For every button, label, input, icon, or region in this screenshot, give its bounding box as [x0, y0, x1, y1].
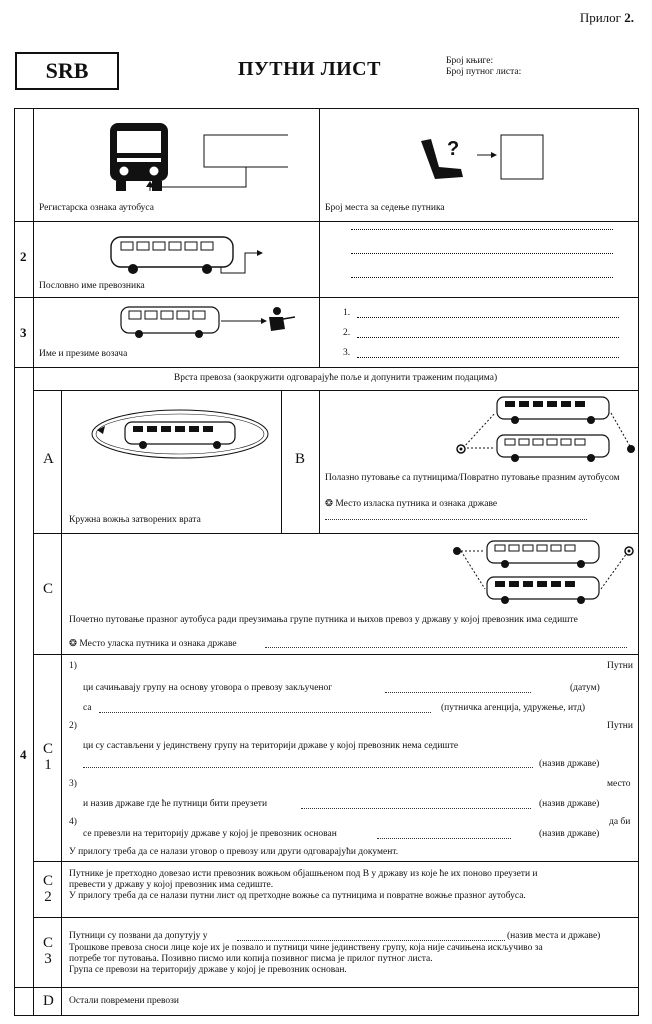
option-b-caption: Полазно путовање са путницима/Повратно путовање празним аутобусом [325, 473, 620, 483]
option-c2-letter-sub: 2 [44, 889, 52, 905]
carrier-line-1[interactable] [351, 229, 613, 230]
c3-text [69, 943, 635, 976]
return-trip-icon [443, 393, 637, 471]
c1-item3-number: 3) [69, 779, 77, 789]
driver-3-number: 3. [343, 348, 351, 358]
option-d-caption: Остали повремени превози [69, 996, 179, 1006]
driver-1-number: 1. [343, 308, 351, 318]
c2-line-3: У прилогу треба да се налази путни лист од претходне вожње са путницима и повратне вожње празног аутобуса. [69, 891, 526, 901]
c3-line-1: Путници су позвани да допутују у [69, 931, 208, 941]
c1-item1-end: Путни [607, 661, 633, 671]
option-c3-letter-sub: 3 [44, 951, 52, 967]
c1-item1-with: са [83, 703, 92, 713]
book-number-label: Број књиге: [446, 56, 494, 66]
row4-number: 4 [20, 747, 27, 762]
c1-item1-party-label: (путничка агенција, удружење, итд) [441, 703, 586, 713]
c1-item2-number: 2) [69, 721, 77, 731]
option-a-caption: Кружна вожња затворених врата [69, 515, 201, 525]
option-d-letter[interactable]: D [43, 993, 54, 1009]
c3-line-2: Трошкове превоза сноси лице које их је позвало и путници чине јединствену групу, која није сачињена искључиво за [69, 943, 543, 953]
option-c2-letter[interactable] [43, 873, 53, 905]
c2-text [69, 869, 635, 902]
c1-item3-state-label: (назив државе) [539, 799, 600, 809]
option-c-letter[interactable]: C [43, 581, 54, 597]
bus-front-icon [108, 121, 288, 195]
empty-outbound-icon [439, 539, 635, 607]
c3-line-3: потребе тог путовања. Позивно писмо или копија позивног писма је прилог путног листа. [69, 954, 433, 964]
option-c3-letter[interactable] [43, 935, 53, 967]
option-b-letter[interactable]: B [295, 451, 306, 467]
form-table [14, 108, 639, 1016]
c1-item3-line: и назив државе где ће путници бити преузети [83, 799, 268, 809]
c1-item1-date-label: (датум) [570, 683, 600, 693]
c1-item4-end: да би [609, 817, 631, 827]
c1-item4-number: 4) [69, 817, 77, 827]
country-code-box: SRB [15, 52, 119, 90]
annex-number: 2. [624, 10, 634, 25]
c1-item2-end: Путни [607, 721, 633, 731]
c1-item1-number: 1) [69, 661, 77, 671]
carrier-line-2[interactable] [351, 253, 613, 254]
c2-line-1: Путнике је претходно довезао исти превозник вожњом објашњеном под B у државу из које ће их поново преузети и [69, 869, 538, 879]
driver-3-field[interactable] [357, 357, 619, 358]
c2-line-2: превести у државу у којој превозник има седиште. [69, 880, 274, 890]
bus-reg-label: Регистарска ознака аутобуса [39, 203, 154, 213]
bus-driver-icon [119, 303, 299, 341]
c3-line-4: Група се превози на територију државе у којој је превозник основан. [69, 965, 347, 975]
c1-item2-state-label: (назив државе) [539, 759, 600, 769]
c1-item1-party-field[interactable] [99, 712, 431, 713]
option-c1-letter[interactable] [43, 741, 53, 773]
option-c1-letter-c: C [43, 741, 54, 757]
seat-question-mark: ? [447, 138, 460, 160]
c1-item3-end: место [607, 779, 631, 789]
c3-place-field[interactable] [237, 940, 505, 941]
c1-note: У прилогу треба да се налази уговор о превозу или други одговарајући документ. [69, 847, 399, 857]
c1-item2-state-field[interactable] [83, 767, 533, 768]
closed-door-tour-icon [85, 404, 275, 470]
driver-1-field[interactable] [357, 317, 619, 318]
seats-label: Број места за седење путника [325, 203, 445, 213]
option-a-letter[interactable]: A [43, 451, 54, 467]
document-title: ПУТНИ ЛИСТ [238, 58, 381, 80]
c1-item4-state-label: (назив државе) [539, 829, 600, 839]
driver-2-field[interactable] [357, 337, 619, 338]
seat-icon [417, 133, 547, 193]
option-c-caption: Почетно путовање празног аутобуса ради преузимања групе путника и њихов превоз у државу у којој превозник има седиште [69, 615, 578, 625]
annex-prefix: Прилог [579, 10, 621, 25]
c1-item3-state-field[interactable] [301, 808, 531, 809]
option-b-exit-field[interactable] [325, 519, 587, 520]
c1-item4-state-field[interactable] [377, 838, 511, 839]
option-b-exit-label: ❂ Место изласка путника и ознака државе [325, 499, 498, 509]
option-c3-letter-c: C [43, 935, 54, 951]
option-c-entry-field[interactable] [265, 647, 627, 648]
row2-number: 2 [20, 249, 27, 264]
c1-item1-date-field[interactable] [385, 692, 531, 693]
driver-2-number: 2. [343, 328, 351, 338]
option-c-entry-label: ❂ Место уласка путника и ознака државе [69, 639, 237, 649]
c3-place-label: (назив места и државе) [507, 931, 601, 941]
sheet-number-label: Број путног листа: [446, 67, 522, 77]
bus-side-icon [109, 231, 269, 277]
option-c-entry-text: Место уласка путника и ознака државе [79, 639, 237, 649]
carrier-name-label: Пословно име превозника [39, 281, 145, 291]
c1-item4-line: се превезли на територију државе у којој је превозник основан [83, 829, 337, 839]
transport-type-heading: Врста превоза (заокружити одговарајуће поље и допунити траженим подацима) [173, 373, 498, 383]
book-info [446, 56, 521, 78]
row3-number: 3 [20, 325, 27, 340]
driver-name-label: Име и презиме возача [39, 349, 128, 359]
option-c2-letter-c: C [43, 873, 54, 889]
option-c1-letter-sub: 1 [44, 757, 52, 773]
annex-label [580, 10, 634, 26]
c1-item2-line: ци су састављени у јединствену групу на територији државе у којој превозник нема седиште [83, 741, 459, 751]
c1-item1-line: ци сачињавају групу на основу уговора о превозу закљученог [83, 683, 333, 693]
option-b-exit-text: Место изласка путника и ознака државе [335, 499, 498, 509]
carrier-line-3[interactable] [351, 277, 613, 278]
